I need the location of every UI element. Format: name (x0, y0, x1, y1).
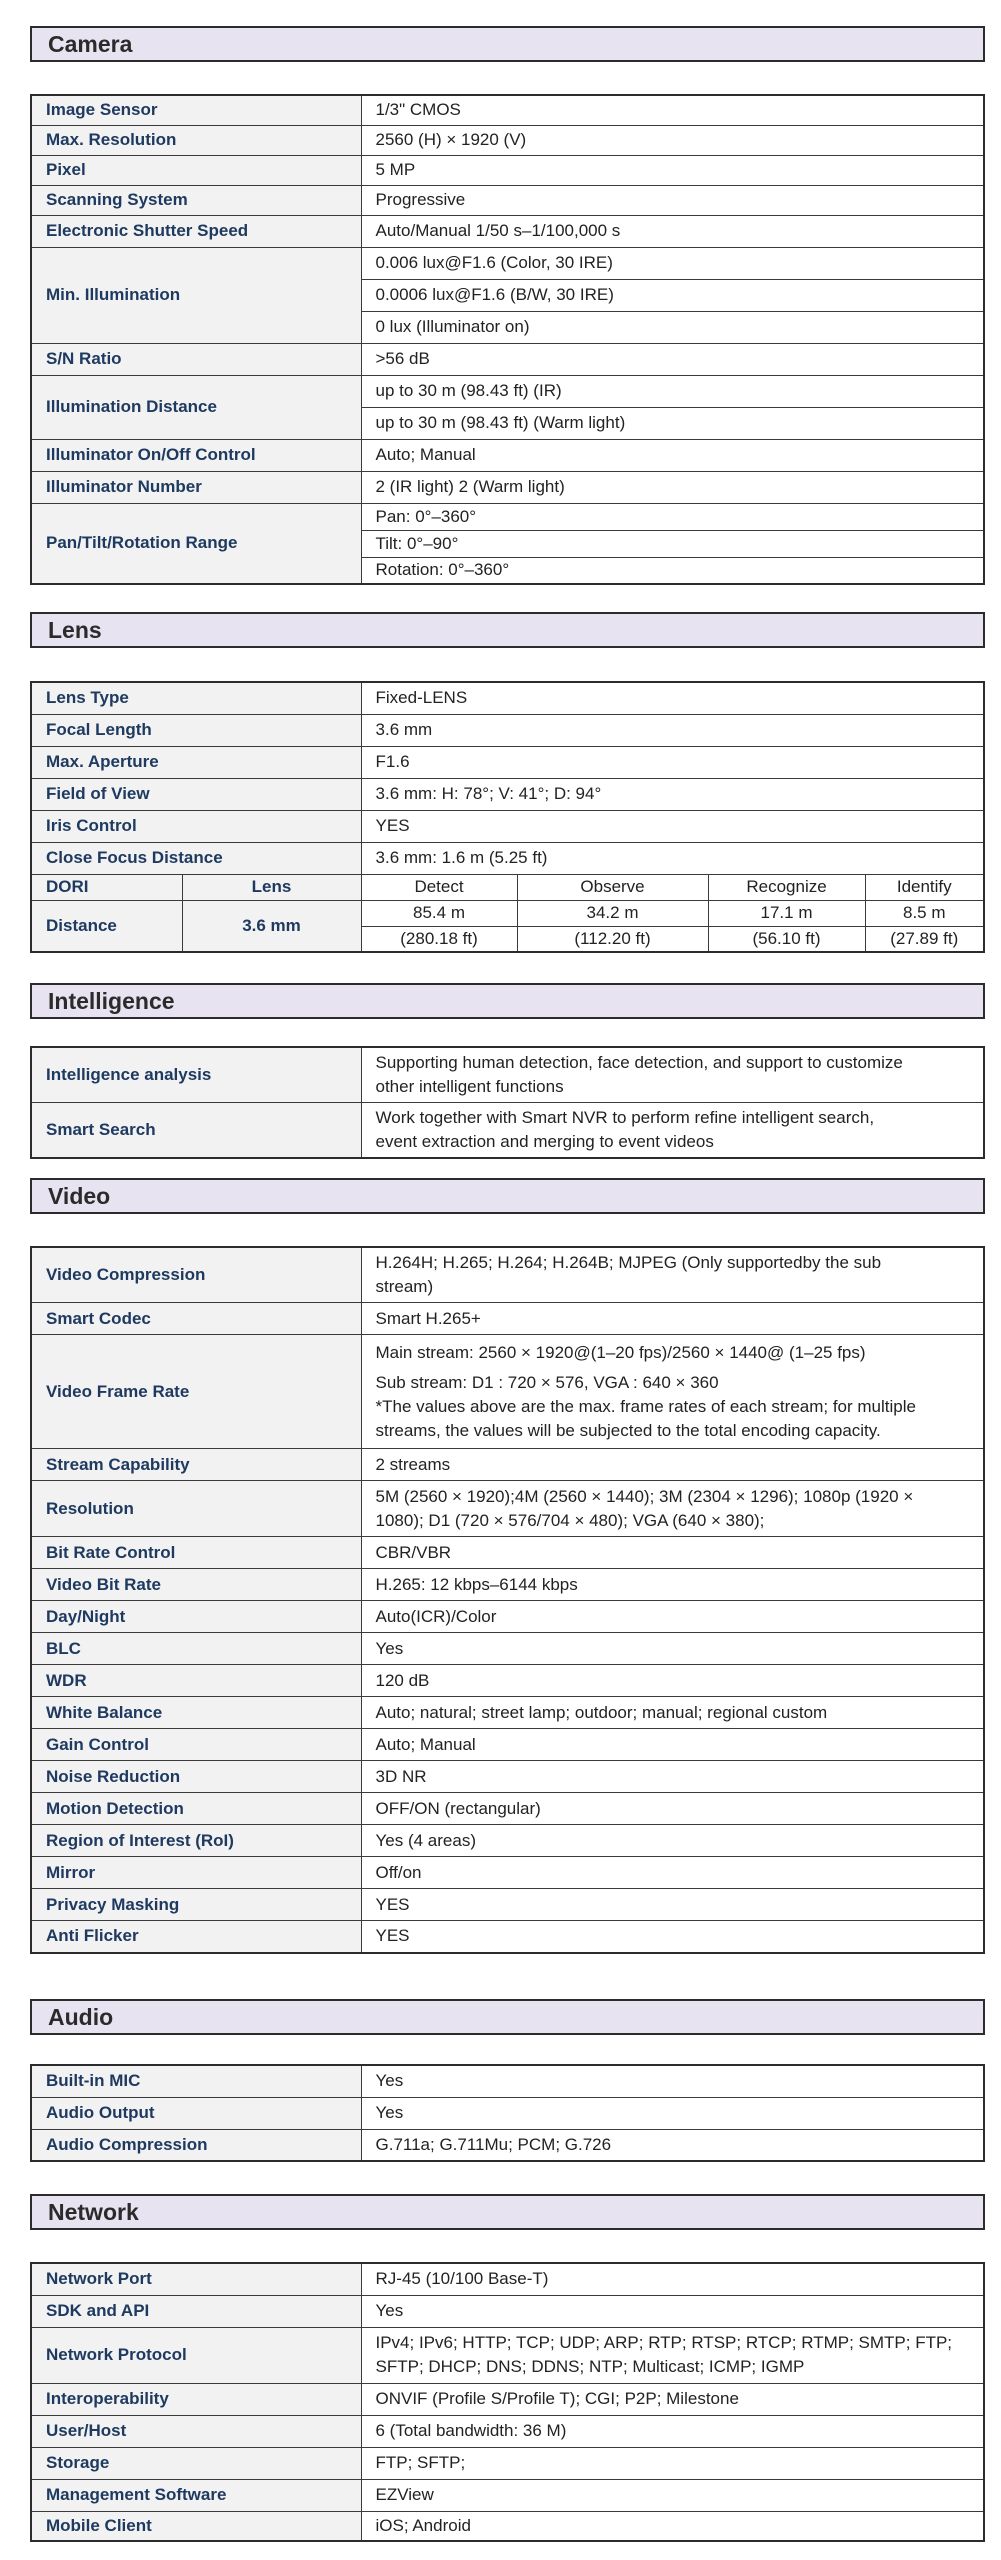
row-label: Intelligence analysis (31, 1047, 361, 1103)
section-header-network (30, 2194, 985, 2230)
row-value: G.711a; G.711Mu; PCM; G.726 (361, 2129, 984, 2161)
row-label: Built-in MIC (31, 2065, 361, 2097)
dori-lens-header: Lens (182, 874, 361, 900)
section-title: Lens (48, 616, 102, 643)
row-value: OFF/ON (rectangular) (361, 1793, 984, 1825)
dori-recognize-metric: 17.1 m (708, 900, 865, 926)
table-row (31, 343, 984, 375)
table-row (31, 1569, 984, 1601)
dori-recognize-header: Recognize (708, 874, 865, 900)
table-row (31, 1729, 984, 1761)
row-label: Focal Length (31, 714, 361, 746)
row-value: 3D NR (361, 1761, 984, 1793)
row-value: RJ-45 (10/100 Base-T) (361, 2263, 984, 2295)
table-row (31, 2479, 984, 2511)
section-header-audio (30, 1999, 985, 2035)
row-value (361, 1481, 984, 1537)
row-label: Management Software (31, 2479, 361, 2511)
row-value (361, 2327, 984, 2383)
row-label: Anti Flicker (31, 1921, 361, 1953)
row-label: Noise Reduction (31, 1761, 361, 1793)
row-label: BLC (31, 1633, 361, 1665)
row-value: Auto; natural; street lamp; outdoor; manual; regional custom (361, 1697, 984, 1729)
dori-observe-imperial: (112.20 ft) (517, 926, 708, 952)
row-value (361, 1103, 984, 1159)
row-value: Auto(ICR)/Color (361, 1601, 984, 1633)
table-row (31, 2447, 984, 2479)
row-label: Image Sensor (31, 95, 361, 125)
dori-recognize-imperial: (56.10 ft) (708, 926, 865, 952)
table-row (31, 1665, 984, 1697)
table-row (31, 746, 984, 778)
row-value: Yes (361, 2097, 984, 2129)
dori-detect-imperial: (280.18 ft) (361, 926, 517, 952)
value-line: 1080); D1 (720 × 576/704 × 480); VGA (640 × 380); (375, 1510, 765, 1530)
value-line: Sub stream: D1 : 720 × 576, VGA : 640 × 360 (375, 1372, 719, 1392)
row-label: White Balance (31, 1697, 361, 1729)
row-label: Network Port (31, 2263, 361, 2295)
value-line: other intelligent functions (375, 1077, 564, 1096)
value-line: IPv4; IPv6; HTTP; TCP; UDP; ARP; RTP; RTSP; RTCP; RTMP; SMTP; FTP; (375, 2333, 953, 2352)
table-row (31, 714, 984, 746)
row-value: 2 streams (361, 1449, 984, 1481)
section-title: Audio (48, 2003, 114, 2030)
table-row (31, 1697, 984, 1729)
table-row (31, 778, 984, 810)
row-label: Smart Codec (31, 1303, 361, 1335)
row-label: SDK and API (31, 2295, 361, 2327)
row-value: Fixed-LENS (361, 682, 984, 714)
dori-lens-value: 3.6 mm (182, 900, 361, 952)
row-value: 0.006 lux@F1.6 (Color, 30 IRE) (361, 247, 984, 279)
table-row (31, 2295, 984, 2327)
video-table (30, 1246, 985, 1954)
value-line: *The values above are the max. frame rates of each stream; for multiple (375, 1396, 916, 1416)
section-header-video (30, 1178, 985, 1214)
table-row (31, 2065, 984, 2097)
table-row (31, 95, 984, 125)
row-label: Audio Output (31, 2097, 361, 2129)
row-value (361, 1335, 984, 1449)
value-line: H.264H; H.265; H.264; H.264B; MJPEG (Only supportedby the sub (375, 1253, 882, 1272)
row-label: Stream Capability (31, 1449, 361, 1481)
row-label: Motion Detection (31, 1793, 361, 1825)
row-label: Close Focus Distance (31, 842, 361, 874)
row-value: 3.6 mm (361, 714, 984, 746)
row-value: YES (361, 1921, 984, 1953)
row-label: Day/Night (31, 1601, 361, 1633)
table-row (31, 842, 984, 874)
dori-detect-header: Detect (361, 874, 517, 900)
value-line: Supporting human detection, face detection, and support to customize (375, 1053, 903, 1072)
row-label: Privacy Masking (31, 1889, 361, 1921)
dori-identify-imperial: (27.89 ft) (865, 926, 984, 952)
section-header-camera (30, 26, 985, 62)
section-header-lens (30, 612, 985, 648)
table-row (31, 215, 984, 247)
row-value: 1/3" CMOS (361, 95, 984, 125)
table-row (31, 2327, 984, 2383)
row-value: Yes (4 areas) (361, 1825, 984, 1857)
camera-table (30, 94, 985, 585)
table-row (31, 1921, 984, 1953)
table-row (31, 1481, 984, 1537)
row-label: Pan/Tilt/Rotation Range (31, 503, 361, 584)
table-row (31, 1793, 984, 1825)
row-value: Auto; Manual (361, 1729, 984, 1761)
row-value: H.265: 12 kbps–6144 kbps (361, 1569, 984, 1601)
row-value: Tilt: 0°–90° (361, 530, 984, 557)
row-value: 3.6 mm: 1.6 m (5.25 ft) (361, 842, 984, 874)
row-value: Rotation: 0°–360° (361, 557, 984, 584)
table-row (31, 1449, 984, 1481)
row-value: Yes (361, 1633, 984, 1665)
table-row (31, 155, 984, 185)
row-value: >56 dB (361, 343, 984, 375)
row-label: Lens Type (31, 682, 361, 714)
row-label: Min. Illumination (31, 247, 361, 343)
table-row (31, 503, 984, 530)
row-value: EZView (361, 2479, 984, 2511)
row-label: Max. Aperture (31, 746, 361, 778)
row-value: Pan: 0°–360° (361, 503, 984, 530)
value-line: stream) (375, 1277, 434, 1296)
table-row (31, 2097, 984, 2129)
table-row (31, 1825, 984, 1857)
row-value: YES (361, 810, 984, 842)
dori-identify-header: Identify (865, 874, 984, 900)
table-row (31, 2383, 984, 2415)
section-header-intelligence (30, 983, 985, 1019)
row-value: up to 30 m (98.43 ft) (IR) (361, 375, 984, 407)
table-row (31, 1103, 984, 1159)
network-table (30, 2262, 985, 2542)
table-row (31, 1303, 984, 1335)
section-title: Camera (48, 30, 133, 57)
row-label: Pixel (31, 155, 361, 185)
row-label: Mirror (31, 1857, 361, 1889)
table-row (31, 810, 984, 842)
row-value: Auto/Manual 1/50 s–1/100,000 s (361, 215, 984, 247)
row-value: Progressive (361, 185, 984, 215)
table-row (31, 1857, 984, 1889)
row-label: Video Frame Rate (31, 1335, 361, 1449)
dori-distance-label: Distance (31, 900, 182, 952)
table-row (31, 1047, 984, 1103)
table-row (31, 247, 984, 279)
dori-observe-metric: 34.2 m (517, 900, 708, 926)
row-label: Scanning System (31, 185, 361, 215)
row-value: F1.6 (361, 746, 984, 778)
intelligence-table (30, 1046, 985, 1159)
row-value: ONVIF (Profile S/Profile T); CGI; P2P; Milestone (361, 2383, 984, 2415)
table-row (31, 2129, 984, 2161)
value-line: event extraction and merging to event videos (375, 1132, 714, 1151)
audio-table (30, 2064, 985, 2162)
dori-detect-metric: 85.4 m (361, 900, 517, 926)
value-line: Main stream: 2560 × 1920@(1–20 fps)/2560 × 1440@ (1–25 fps) (375, 1342, 866, 1362)
table-row (31, 1335, 984, 1449)
dori-observe-header: Observe (517, 874, 708, 900)
value-line: streams, the values will be subjected to the total encoding capacity. (375, 1420, 881, 1440)
dori-identify-metric: 8.5 m (865, 900, 984, 926)
row-label: Gain Control (31, 1729, 361, 1761)
row-label: Resolution (31, 1481, 361, 1537)
table-row (31, 375, 984, 407)
dori-header-row (31, 874, 984, 900)
row-label: WDR (31, 1665, 361, 1697)
row-label: Max. Resolution (31, 125, 361, 155)
row-value: Yes (361, 2065, 984, 2097)
row-value: FTP; SFTP; (361, 2447, 984, 2479)
row-value: 6 (Total bandwidth: 36 M) (361, 2415, 984, 2447)
table-row (31, 471, 984, 503)
table-row (31, 2263, 984, 2295)
section-title: Video (48, 1182, 111, 1209)
table-row (31, 2511, 984, 2541)
row-label: Storage (31, 2447, 361, 2479)
row-label: Network Protocol (31, 2327, 361, 2383)
row-value: 120 dB (361, 1665, 984, 1697)
table-row (31, 185, 984, 215)
row-label: Mobile Client (31, 2511, 361, 2541)
row-label: Video Compression (31, 1247, 361, 1303)
table-row (31, 1601, 984, 1633)
row-value: Yes (361, 2295, 984, 2327)
row-value: 0 lux (Illuminator on) (361, 311, 984, 343)
section-title: Network (48, 2198, 139, 2225)
row-label: User/Host (31, 2415, 361, 2447)
row-value: 3.6 mm: H: 78°; V: 41°; D: 94° (361, 778, 984, 810)
row-value (361, 1247, 984, 1303)
row-value: 0.0006 lux@F1.6 (B/W, 30 IRE) (361, 279, 984, 311)
value-line: SFTP; DHCP; DNS; DDNS; NTP; Multicast; ICMP; IGMP (375, 2357, 805, 2376)
row-label: Field of View (31, 778, 361, 810)
dori-metric-row (31, 900, 984, 926)
table-row (31, 1537, 984, 1569)
table-row (31, 1633, 984, 1665)
table-row (31, 1761, 984, 1793)
lens-table (30, 681, 985, 953)
row-label: Electronic Shutter Speed (31, 215, 361, 247)
row-label: Interoperability (31, 2383, 361, 2415)
row-value: CBR/VBR (361, 1537, 984, 1569)
section-title: Intelligence (48, 987, 175, 1014)
row-value: 5 MP (361, 155, 984, 185)
row-label: Audio Compression (31, 2129, 361, 2161)
row-label: S/N Ratio (31, 343, 361, 375)
table-row (31, 439, 984, 471)
table-row (31, 1247, 984, 1303)
row-value: up to 30 m (98.43 ft) (Warm light) (361, 407, 984, 439)
row-value: 2 (IR light) 2 (Warm light) (361, 471, 984, 503)
row-value: iOS; Android (361, 2511, 984, 2541)
dori-label: DORI (31, 874, 182, 900)
table-row (31, 1889, 984, 1921)
table-row (31, 682, 984, 714)
row-label: Video Bit Rate (31, 1569, 361, 1601)
row-value: YES (361, 1889, 984, 1921)
value-line: 5M (2560 × 1920);4M (2560 × 1440); 3M (2304 × 1296); 1080p (1920 × (375, 1486, 914, 1506)
row-value (361, 1047, 984, 1103)
row-value: Off/on (361, 1857, 984, 1889)
row-label: Illuminator On/Off Control (31, 439, 361, 471)
row-value: Auto; Manual (361, 439, 984, 471)
row-label: Bit Rate Control (31, 1537, 361, 1569)
row-label: Illumination Distance (31, 375, 361, 439)
table-row (31, 125, 984, 155)
row-value: 2560 (H) × 1920 (V) (361, 125, 984, 155)
row-label: Smart Search (31, 1103, 361, 1159)
row-label: Illuminator Number (31, 471, 361, 503)
row-label: Region of Interest (RoI) (31, 1825, 361, 1857)
value-line: Work together with Smart NVR to perform refine intelligent search, (375, 1108, 875, 1127)
row-value: Smart H.265+ (361, 1303, 984, 1335)
row-label: Iris Control (31, 810, 361, 842)
table-row (31, 2415, 984, 2447)
